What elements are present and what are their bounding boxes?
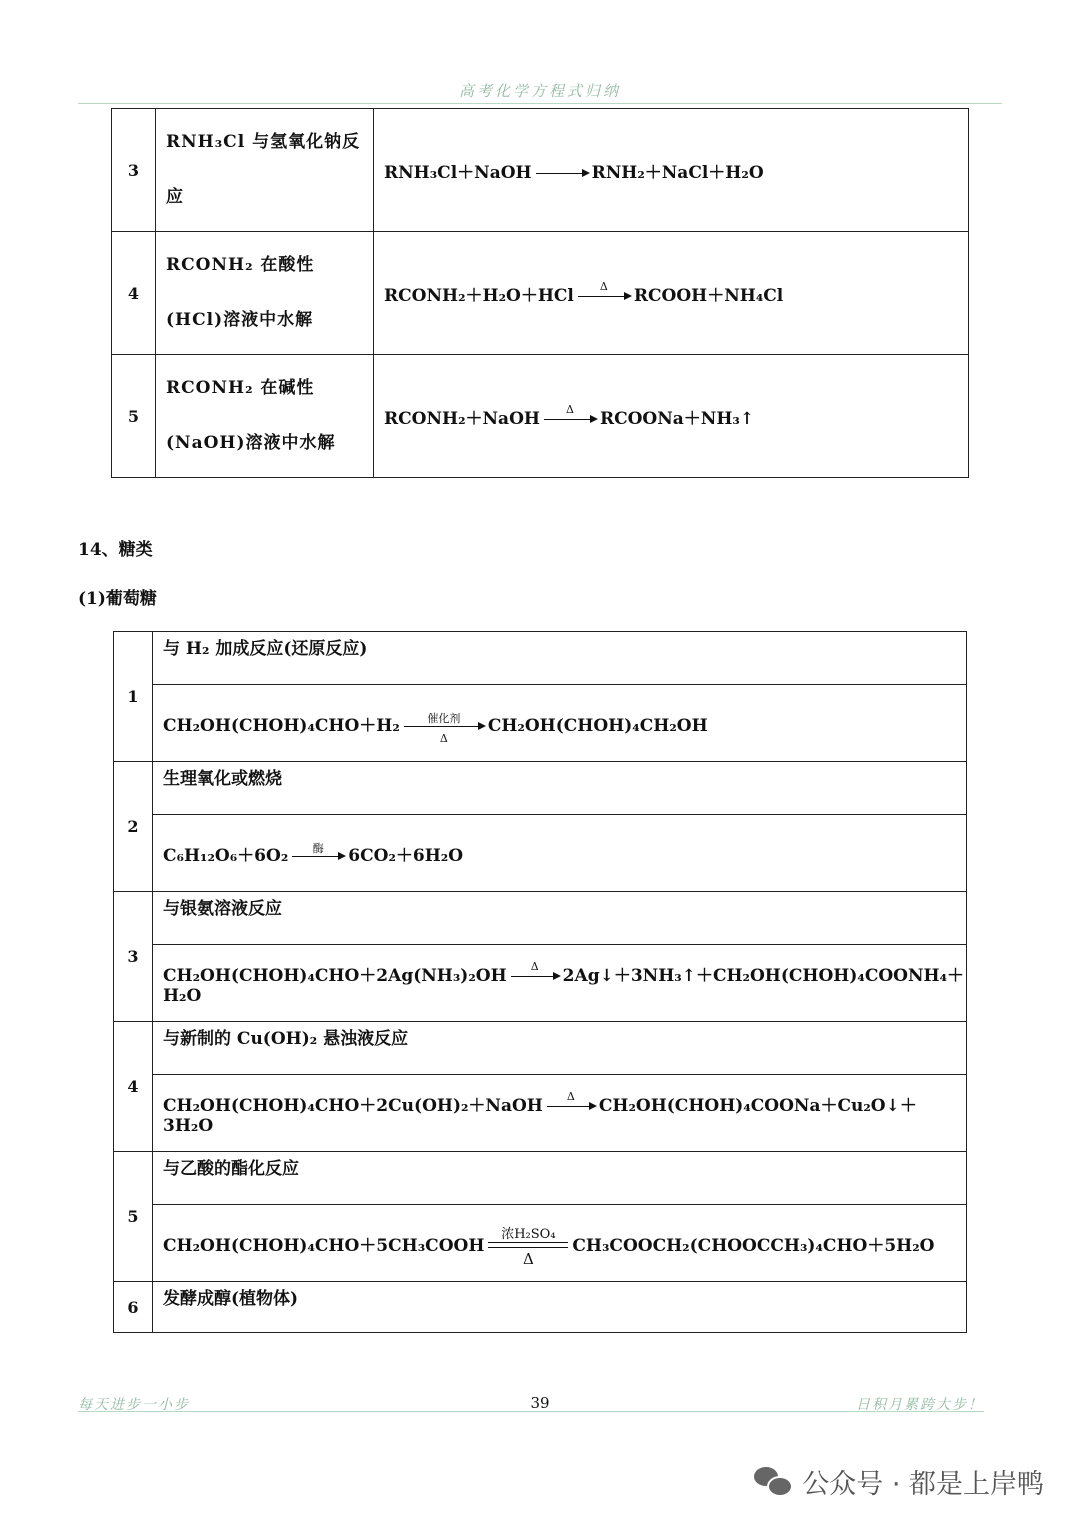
table-row	[114, 892, 967, 945]
table-row	[114, 1022, 967, 1075]
reaction-label: 与乙酸的酯化反应	[153, 1152, 967, 1205]
reaction-condition: Δ	[599, 279, 608, 293]
reaction-condition: 浓H₂SO₄	[501, 1227, 556, 1242]
reaction-label: 与 H₂ 加成反应(还原反应)	[153, 632, 967, 685]
reaction-arrow-icon	[544, 402, 596, 420]
table-row	[114, 945, 967, 1022]
equation-reactants: C₆H₁₂O₆＋6O₂	[163, 845, 289, 866]
reaction-equation	[374, 232, 969, 355]
reaction-description: RNH₃Cl 与氢氧化钠反应	[156, 109, 374, 232]
reaction-equation	[153, 1205, 967, 1282]
equation-products: RCOOH＋NH₄Cl	[633, 285, 784, 306]
equation-products: 6CO₂＋6H₂O	[348, 845, 464, 866]
watermark-text: 公众号 · 都是上岸鸭	[802, 1469, 1044, 1500]
equation-reactants: RCONH₂＋H₂O＋HCl	[384, 285, 574, 306]
equation-reactants: CH₂OH(CHOH)₄CHO＋H₂	[163, 715, 400, 736]
reaction-arrow-icon	[536, 173, 588, 174]
reaction-label: 生理氧化或燃烧	[153, 762, 967, 815]
row-number: 4	[112, 232, 156, 355]
equation-products: CH₂OH(CHOH)₄CH₂OH	[487, 715, 708, 736]
table-row	[112, 355, 969, 478]
reaction-arrow-icon	[404, 711, 484, 745]
equation-products: CH₂OH(CHOH)₄COONa＋Cu₂O↓＋3H₂O	[163, 1095, 917, 1136]
table-row	[114, 762, 967, 815]
row-number: 4	[114, 1022, 153, 1152]
equation-reactants: CH₂OH(CHOH)₄CHO＋5CH₃COOH	[163, 1235, 485, 1256]
row-number: 2	[114, 762, 153, 892]
row-number: 3	[114, 892, 153, 1022]
table-row	[112, 232, 969, 355]
reaction-condition: Δ	[522, 1250, 534, 1268]
page-number: 39	[530, 1394, 550, 1412]
reaction-arrow-icon	[578, 279, 630, 297]
equation-reactants: RNH₃Cl＋NaOH	[384, 162, 532, 183]
watermark	[754, 1462, 1044, 1501]
row-number: 5	[114, 1152, 153, 1282]
reaction-condition: Δ	[565, 402, 574, 416]
table-row	[114, 632, 967, 685]
row-number: 6	[114, 1282, 153, 1333]
equation-products: CH₃COOCH₂(CHOOCCH₃)₄CHO＋5H₂O	[572, 1235, 935, 1256]
reaction-label: 与银氨溶液反应	[153, 892, 967, 945]
reaction-description: RCONH₂ 在酸性(HCl)溶液中水解	[156, 232, 374, 355]
reaction-equation	[153, 815, 967, 892]
reaction-condition: 酶	[312, 841, 324, 855]
section-title: 14、糖类	[78, 540, 153, 560]
reaction-label: 与新制的 Cu(OH)₂ 悬浊液反应	[153, 1022, 967, 1075]
table-row	[114, 1075, 967, 1152]
reaction-equation	[153, 685, 967, 762]
reaction-condition: Δ	[439, 731, 448, 745]
amide-reaction-table	[111, 108, 969, 478]
equation-products: 2Ag↓＋3NH₃↑＋CH₂OH(CHOH)₄COONH₄＋H₂O	[163, 965, 965, 1006]
equation-products: RNH₂＋NaCl＋H₂O	[591, 162, 764, 183]
table-row	[114, 685, 967, 762]
reaction-condition: 催化剂	[427, 711, 461, 725]
reaction-label: 发酵成醇(植物体)	[153, 1282, 967, 1333]
reaction-arrow-icon	[292, 841, 344, 857]
reaction-equation	[374, 109, 969, 232]
reaction-arrow-icon	[547, 1089, 595, 1107]
reversible-arrow-icon	[488, 1227, 568, 1268]
row-number: 1	[114, 632, 153, 762]
table-row	[112, 109, 969, 232]
table-row	[114, 815, 967, 892]
equation-reactants: RCONH₂＋NaOH	[384, 408, 540, 429]
reaction-arrow-icon	[511, 959, 559, 977]
equation-reactants: CH₂OH(CHOH)₄CHO＋2Ag(NH₃)₂OH	[163, 965, 507, 986]
table-row	[114, 1152, 967, 1205]
equation-reactants: CH₂OH(CHOH)₄CHO＋2Cu(OH)₂＋NaOH	[163, 1095, 543, 1116]
equation-products: RCOONa＋NH₃↑	[599, 408, 755, 429]
reaction-description: RCONH₂ 在碱性(NaOH)溶液中水解	[156, 355, 374, 478]
header-title: 高考化学方程式归纳	[458, 82, 621, 100]
table-row	[114, 1205, 967, 1282]
reaction-condition: Δ	[530, 959, 539, 973]
section-subtitle: (1)葡萄糖	[78, 589, 157, 609]
table-row	[114, 1282, 967, 1333]
row-number: 3	[112, 109, 156, 232]
glucose-reaction-table	[113, 631, 967, 1333]
reaction-equation	[153, 945, 967, 1022]
header-divider	[78, 103, 1002, 104]
footer-slogan-right: 日积月累跨大步！	[856, 1397, 984, 1413]
row-number: 5	[112, 355, 156, 478]
footer-divider	[78, 1411, 984, 1412]
reaction-equation	[374, 355, 969, 478]
reaction-condition: Δ	[566, 1089, 575, 1103]
wechat-icon	[754, 1467, 792, 1497]
footer-slogan-left: 每天进步一小步	[78, 1397, 190, 1413]
reaction-equation	[153, 1075, 967, 1152]
